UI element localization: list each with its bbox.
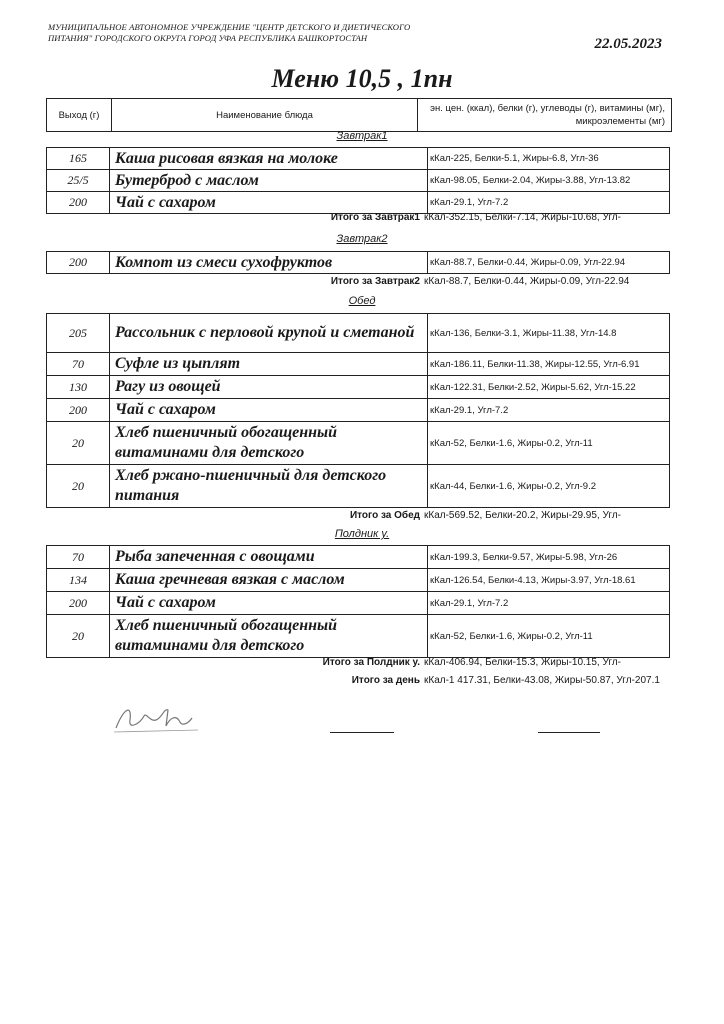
row-nutrition: кКал-29.1, Угл-7.2 (430, 597, 509, 609)
total-value: кКал-406.94, Белки-15.3, Жиры-10.15, Угл- (424, 657, 621, 668)
row-dish-name: Бутерброд с маслом (110, 170, 428, 191)
day-total-label: Итого за день (351, 675, 420, 686)
menu-row (46, 169, 670, 192)
total-value: кКал-352.15, Белки-7.14, Жиры-10.68, Угл- (424, 212, 621, 223)
row-dish-name: Суфле из цыплят (110, 353, 428, 375)
section-total (46, 510, 672, 521)
row-output: 70 (47, 353, 110, 375)
row-output: 200 (47, 399, 110, 421)
row-nutrition: кКал-122.31, Белки-2.52, Жиры-5.62, Угл-15.22 (430, 381, 636, 393)
section-total (46, 657, 672, 668)
total-value: кКал-88.7, Белки-0.44, Жиры-0.09, Угл-22.94 (424, 276, 630, 287)
row-output: 130 (47, 376, 110, 398)
menu-row (46, 614, 670, 658)
row-dish-name: Каша рисовая вязкая на молоке (110, 148, 428, 169)
row-output: 200 (47, 252, 110, 273)
total-label: Итого за Завтрак2 (330, 276, 420, 287)
menu-row (46, 147, 670, 170)
row-dish-name: Рыба запеченная с овощами (110, 546, 428, 568)
row-output: 205 (47, 314, 110, 352)
page-title: Меню 10,5 , 1пн (271, 64, 453, 93)
total-label: Итого за Обед (349, 510, 420, 521)
row-output: 200 (47, 192, 110, 213)
section-total (46, 276, 672, 287)
row-nutrition: кКал-126.54, Белки-4.13, Жиры-3.97, Угл-18.61 (430, 574, 636, 586)
section-total (46, 212, 672, 223)
row-dish-name: Чай с сахаром (110, 192, 428, 213)
row-nutrition: кКал-29.1, Угл-7.2 (430, 404, 509, 416)
signature-line (330, 732, 394, 733)
row-output: 20 (47, 465, 110, 507)
row-dish-name: Рассольник с перловой крупой и сметаной (110, 314, 428, 352)
row-nutrition: кКал-225, Белки-5.1, Жиры-6.8, Угл-36 (430, 153, 599, 164)
menu-row (46, 191, 670, 214)
menu-row (46, 398, 670, 422)
row-nutrition: кКал-29.1, Угл-7.2 (430, 197, 509, 208)
total-label: Итого за Полдник у. (322, 657, 420, 668)
row-nutrition: кКал-52, Белки-1.6, Жиры-0.2, Угл-11 (430, 630, 593, 642)
row-dish-name: Хлеб пшеничный обогащенный витаминами для детского (110, 615, 428, 657)
column-header (46, 98, 672, 132)
menu-row (46, 251, 670, 274)
row-nutrition: кКал-98.05, Белки-2.04, Жиры-3.88, Угл-13.82 (430, 175, 631, 186)
menu-row (46, 375, 670, 399)
row-output: 20 (47, 422, 110, 464)
section-title: Полдник у. (334, 528, 390, 540)
menu-date: 22.05.2023 (594, 36, 662, 52)
row-output: 25/5 (47, 170, 110, 191)
day-total-value: кКал-1 417.31, Белки-43.08, Жиры-50.87, Угл-207.1 (424, 675, 660, 686)
row-output: 134 (47, 569, 110, 591)
menu-row (46, 313, 670, 353)
total-value: кКал-569.52, Белки-20.2, Жиры-29.95, Угл- (424, 510, 621, 521)
row-nutrition: кКал-88.7, Белки-0.44, Жиры-0.09, Угл-22.94 (430, 257, 626, 268)
row-output: 165 (47, 148, 110, 169)
row-dish-name: Рагу из овощей (110, 376, 428, 398)
day-total (46, 675, 672, 686)
row-nutrition: кКал-52, Белки-1.6, Жиры-0.2, Угл-11 (430, 437, 593, 449)
row-dish-name: Хлеб пшеничный обогащенный витаминами для детского (110, 422, 428, 464)
row-dish-name: Компот из смеси сухофруктов (110, 252, 428, 273)
total-label: Итого за Завтрак1 (330, 212, 420, 223)
menu-row (46, 545, 670, 569)
organization-name: МУНИЦИПАЛЬНОЕ АВТОНОМНОЕ УЧРЕЖДЕНИЕ "ЦЕНТР ДЕТСКОГО И ДИЕТИЧЕСКОГО ПИТАНИЯ" ГОРОДСКОГО ОКРУГА ГОРОД УФА РЕСПУБЛИКА БАШКОРТОСТАН (48, 22, 411, 43)
row-dish-name: Чай с сахаром (110, 399, 428, 421)
row-dish-name: Чай с сахаром (110, 592, 428, 614)
handwritten-signature (110, 700, 200, 740)
column-name: Наименование блюда (112, 99, 418, 132)
section-title: Завтрак2 (336, 233, 388, 245)
menu-row (46, 568, 670, 592)
column-output: Выход (г) (47, 99, 112, 132)
row-output: 70 (47, 546, 110, 568)
section-title: Обед (348, 295, 376, 307)
row-nutrition: кКал-136, Белки-3.1, Жиры-11.38, Угл-14.8 (430, 327, 617, 339)
section-title: Завтрак1 (336, 130, 388, 142)
column-nutrition: эн. цен. (ккал), белки (г), углеводы (г), витамины (мг), микроэлементы (мг) (418, 99, 672, 132)
menu-row (46, 464, 670, 508)
signature-line (538, 732, 600, 733)
menu-row (46, 352, 670, 376)
row-output: 20 (47, 615, 110, 657)
row-dish-name: Хлеб ржано-пшеничный для детского питания (110, 465, 428, 507)
row-nutrition: кКал-199.3, Белки-9.57, Жиры-5.98, Угл-26 (430, 551, 618, 563)
menu-row (46, 591, 670, 615)
row-nutrition: кКал-44, Белки-1.6, Жиры-0.2, Угл-9.2 (430, 480, 596, 492)
row-nutrition: кКал-186.11, Белки-11.38, Жиры-12.55, Угл-6.91 (430, 358, 640, 370)
row-output: 200 (47, 592, 110, 614)
menu-row (46, 421, 670, 465)
row-dish-name: Каша гречневая вязкая с маслом (110, 569, 428, 591)
